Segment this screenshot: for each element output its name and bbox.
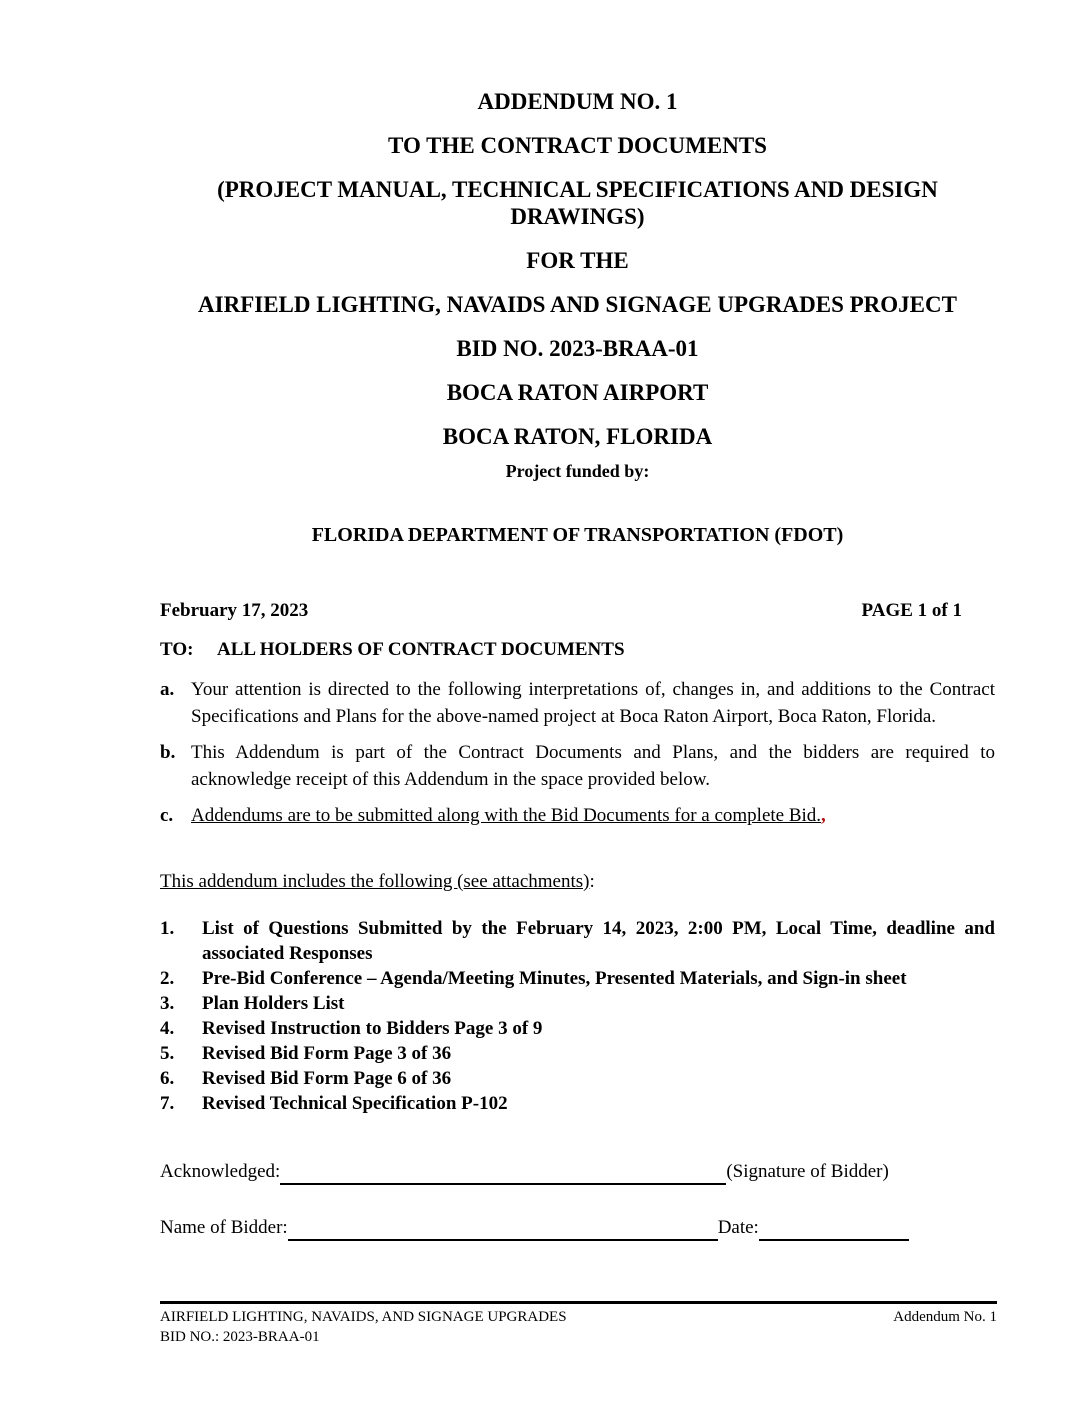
title-for-the: FOR THE xyxy=(526,248,629,273)
paragraph-c xyxy=(160,802,995,829)
includes-heading-colon: : xyxy=(589,871,595,892)
attachment-7-text: Revised Technical Specification P-102 xyxy=(202,1093,508,1114)
attachment-6-text: Revised Bid Form Page 6 of 36 xyxy=(202,1068,452,1089)
revision-red-mark: , xyxy=(821,805,826,826)
paragraph-b-text: This Addendum is part of the Contract Documents and Plans, and the bidders are required to acknowledge receipt of this Addendum in the space provided below. xyxy=(191,742,995,790)
to-row xyxy=(160,636,995,663)
includes-heading xyxy=(160,868,995,895)
paragraph-a xyxy=(160,676,995,730)
title-project-name: AIRFIELD LIGHTING, NAVAIDS AND SIGNAGE UPGRADES PROJECT xyxy=(198,292,957,317)
attachment-5-text: Revised Bid Form Page 3 of 36 xyxy=(202,1043,452,1064)
title-addendum-no: ADDENDUM NO. 1 xyxy=(477,89,678,114)
footer-left xyxy=(160,1307,567,1347)
to-value: ALL HOLDERS OF CONTRACT DOCUMENTS xyxy=(217,639,625,660)
paragraph-c-underlined-text: Addendums are to be submitted along with the Bid Documents for a complete Bid. xyxy=(191,805,822,826)
attachment-5-number: 5. xyxy=(160,1043,175,1064)
name-of-bidder-label: Name of Bidder: xyxy=(160,1217,288,1238)
title-city-state: BOCA RATON, FLORIDA xyxy=(442,424,713,449)
paragraph-b-label: b. xyxy=(160,742,176,763)
attachment-item-2 xyxy=(160,966,995,991)
document-date: February 17, 2023 xyxy=(160,600,309,621)
attachment-2-text: Pre-Bid Conference – Agenda/Meeting Minutes, Presented Materials, and Sign-in sheet xyxy=(202,968,907,989)
footer-bid-no: BID NO.: 2023-BRAA-01 xyxy=(160,1329,320,1345)
acknowledged-label: Acknowledged: xyxy=(160,1161,281,1182)
attachment-6-number: 6. xyxy=(160,1068,175,1089)
attachment-3-text: Plan Holders List xyxy=(202,993,345,1014)
funded-by-label: Project funded by: xyxy=(505,461,650,481)
title-project-manual: (PROJECT MANUAL, TECHNICAL SPECIFICATIONS AND DESIGN DRAWINGS) xyxy=(217,177,938,229)
date-blank-line xyxy=(759,1216,909,1241)
paragraph-a-label: a. xyxy=(160,679,175,700)
signature-hint: (Signature of Bidder) xyxy=(726,1161,889,1182)
page-footer xyxy=(160,1301,997,1347)
date-label: Date: xyxy=(717,1217,759,1238)
attachment-1-text: List of Questions Submitted by the February 14, 2023, 2:00 PM, Local Time, deadline and associated Responses xyxy=(202,918,995,964)
name-date-row xyxy=(160,1214,995,1241)
bidder-name-blank-line xyxy=(288,1216,718,1241)
funded-by-agency: FLORIDA DEPARTMENT OF TRANSPORTATION (FDOT) xyxy=(311,524,844,546)
attachment-4-text: Revised Instruction to Bidders Page 3 of 9 xyxy=(202,1018,543,1039)
attachment-item-3 xyxy=(160,991,995,1016)
footer-addendum-no: Addendum No. 1 xyxy=(893,1309,997,1325)
title-block xyxy=(160,88,995,549)
title-contract-docs: TO THE CONTRACT DOCUMENTS xyxy=(388,133,767,158)
attachment-4-number: 4. xyxy=(160,1018,175,1039)
title-airport: BOCA RATON AIRPORT xyxy=(446,380,709,405)
includes-heading-underlined: This addendum includes the following (see attachments) xyxy=(160,871,590,892)
attachment-3-number: 3. xyxy=(160,993,175,1014)
paragraph-a-text: Your attention is directed to the following interpretations of, changes in, and additions to the Contract Specifications and Plans for the above-named project at Boca Raton Airport, Boca Raton, Florida. xyxy=(191,679,995,727)
acknowledged-row xyxy=(160,1158,995,1185)
paragraph-c-text xyxy=(191,802,995,829)
attachment-item-5 xyxy=(160,1041,995,1066)
attachment-item-7 xyxy=(160,1091,995,1116)
attachment-item-6 xyxy=(160,1066,995,1091)
paragraph-c-label: c. xyxy=(160,805,174,826)
attachment-item-1 xyxy=(160,916,995,966)
attachment-1-number: 1. xyxy=(160,918,175,939)
to-label: TO: xyxy=(160,639,194,660)
attachments-list xyxy=(160,916,995,1116)
signature-blank-line xyxy=(280,1160,726,1185)
attachment-7-number: 7. xyxy=(160,1093,175,1114)
attachment-2-number: 2. xyxy=(160,968,175,989)
paragraph-b xyxy=(160,739,995,793)
footer-project-title: AIRFIELD LIGHTING, NAVAIDS, AND SIGNAGE UPGRADES xyxy=(160,1309,567,1325)
title-bid-no: BID NO. 2023-BRAA-01 xyxy=(456,336,699,361)
date-page-row xyxy=(160,597,995,624)
attachment-item-4 xyxy=(160,1016,995,1041)
page-number-label: PAGE 1 of 1 xyxy=(861,600,962,621)
